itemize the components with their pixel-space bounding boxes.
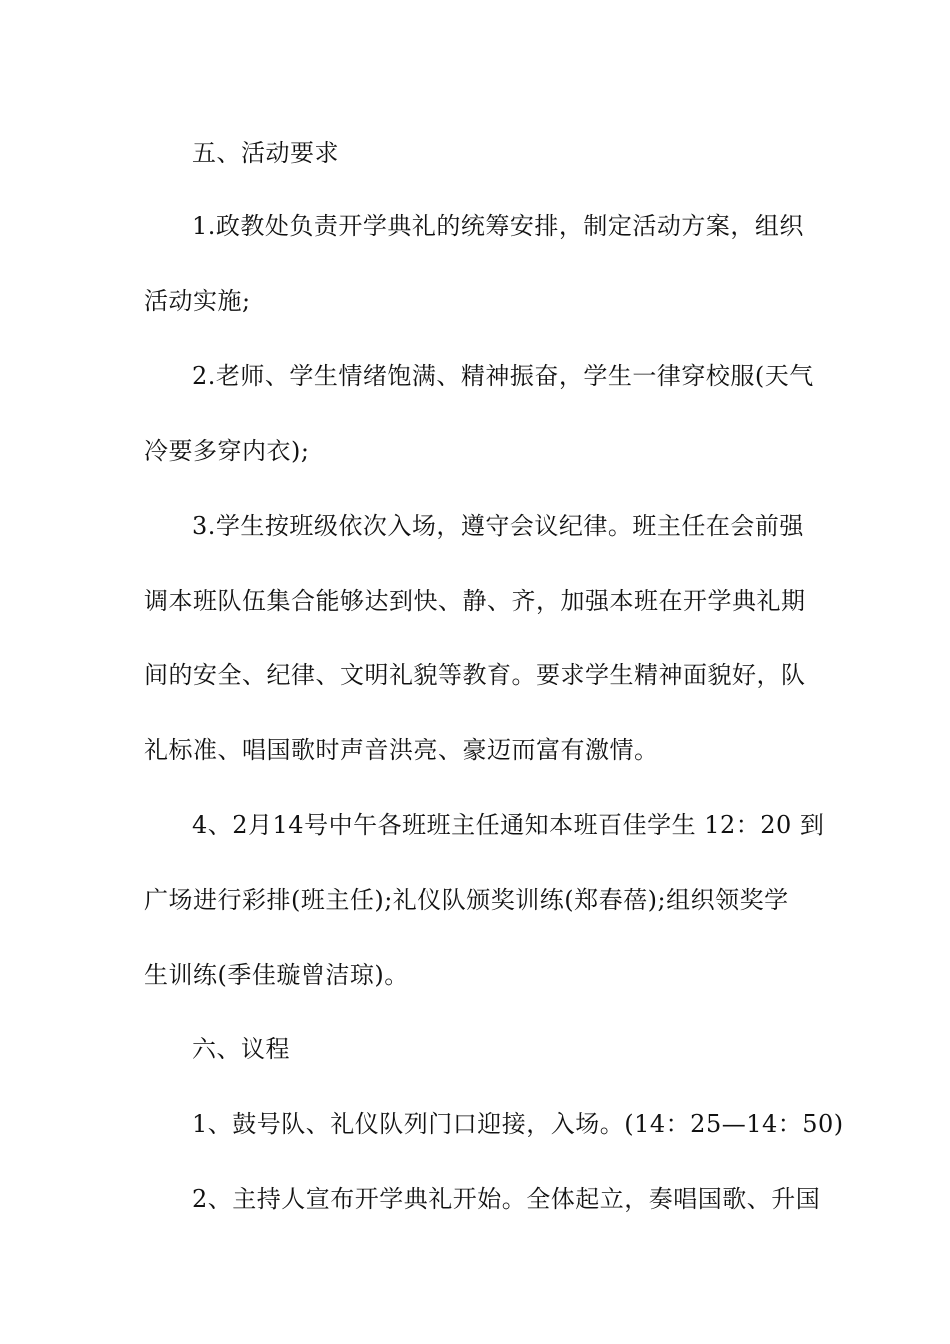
- paragraph-line: 2、主持人宣布开学典礼开始。全体起立，奏唱国歌、升国: [192, 1185, 821, 1213]
- paragraph-line: 间的安全、纪律、文明礼貌等教育。要求学生精神面貌好，队: [144, 661, 806, 689]
- paragraph-line: 3.学生按班级依次入场，遵守会议纪律。班主任在会前强: [192, 512, 804, 540]
- section-heading-agenda: 六、议程: [192, 1035, 290, 1063]
- paragraph-line: 生训练(季佳璇曾洁琼)。: [144, 961, 409, 989]
- section-heading-activity-requirements: 五、活动要求: [192, 139, 339, 167]
- paragraph-line: 礼标准、唱国歌时声音洪亮、豪迈而富有激情。: [144, 736, 659, 764]
- paragraph-line: 调本班队伍集合能够达到快、静、齐，加强本班在开学典礼期: [144, 587, 806, 615]
- paragraph-line: 广场进行彩排(班主任);礼仪队颁奖训练(郑春蓓);组织领奖学: [144, 886, 789, 914]
- paragraph-line: 冷要多穿内衣);: [144, 437, 310, 465]
- paragraph-line: 1.政教处负责开学典礼的统筹安排，制定活动方案，组织: [192, 212, 804, 240]
- paragraph-line: 4、2月14号中午各班班主任通知本班百佳学生 12：20 到: [192, 811, 825, 839]
- paragraph-line: 2.老师、学生情绪饱满、精神振奋，学生一律穿校服(天气: [192, 362, 814, 390]
- paragraph-line: 活动实施;: [144, 287, 251, 315]
- paragraph-line: 1、鼓号队、礼仪队列门口迎接，入场。(14：25—14：50): [192, 1110, 844, 1138]
